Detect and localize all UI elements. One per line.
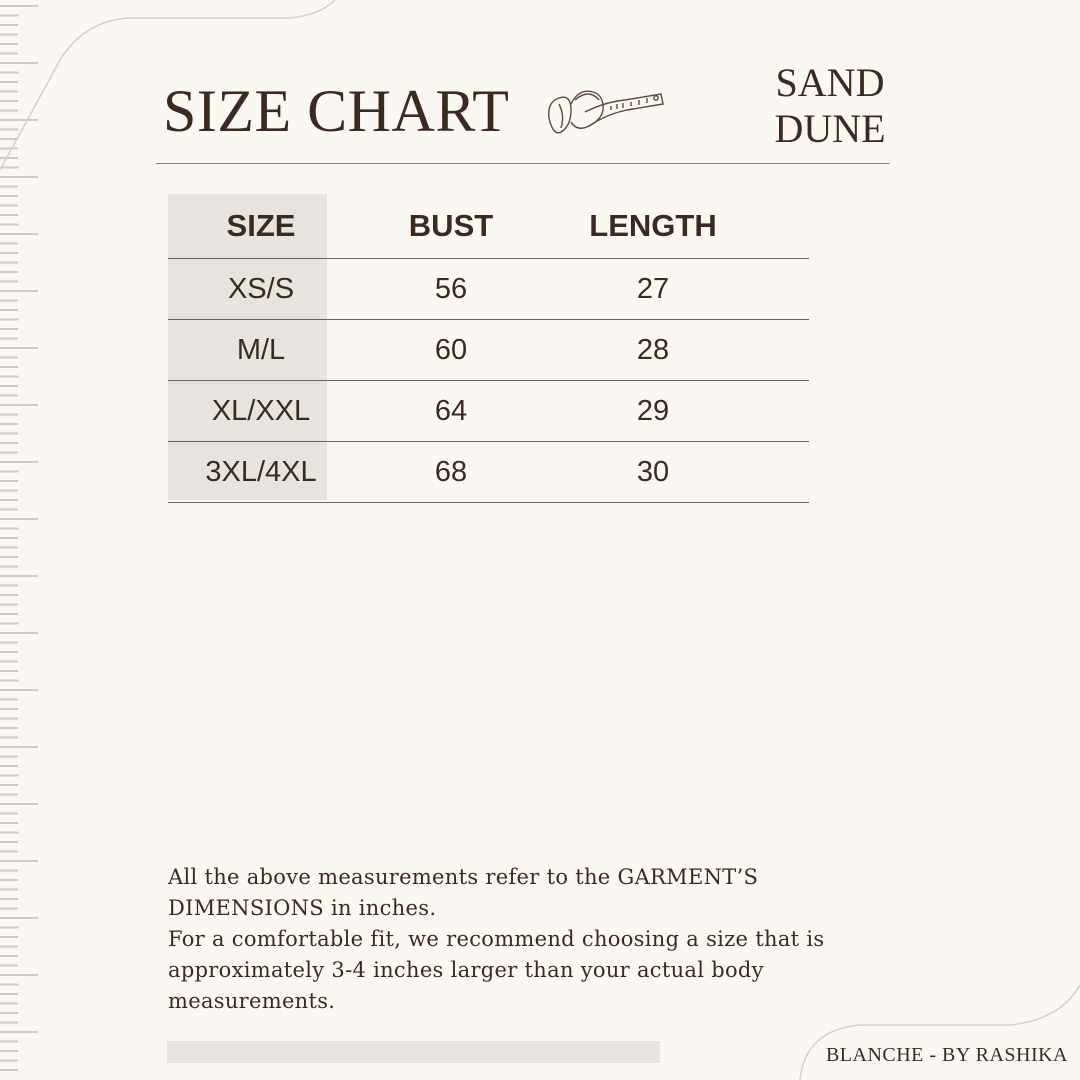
length-cell: 27 (636, 272, 670, 305)
table-row (168, 258, 809, 319)
table-row (168, 380, 809, 441)
size-table (168, 194, 809, 503)
column-header-bust: BUST (408, 208, 494, 243)
bust-cell: 60 (434, 333, 468, 366)
header-divider (156, 163, 890, 164)
measuring-tape-icon (545, 82, 670, 146)
ruler-ticks (0, 6, 38, 1070)
footer-credit: BLANCHE - BY RASHIKA (825, 1044, 1068, 1066)
page-title: SIZE CHART (163, 78, 510, 144)
table-header-row (168, 194, 809, 258)
brand-line-2: DUNE (774, 106, 886, 151)
length-cell: 29 (636, 394, 670, 427)
column-header-size: SIZE (226, 208, 296, 243)
length-cell: 30 (636, 455, 670, 488)
note-line-2: For a comfortable fit, we recommend choosing a size that is approximately 3-4 inches larger than your actual body measurements. (168, 927, 825, 1013)
size-cell: XS/S (227, 272, 295, 305)
table-row (168, 441, 809, 503)
length-cell: 28 (636, 333, 670, 366)
size-cell: 3XL/4XL (205, 455, 317, 488)
column-header-length: LENGTH (589, 208, 717, 243)
bust-cell: 68 (434, 455, 468, 488)
measurement-note (168, 862, 898, 1017)
brand-name (760, 60, 900, 152)
note-line-1: All the above measurements refer to the GARMENT’S DIMENSIONS in inches. (168, 865, 759, 920)
size-cell: XL/XXL (211, 394, 311, 427)
bust-cell: 56 (434, 272, 468, 305)
size-cell: M/L (236, 333, 286, 366)
brand-line-1: SAND (775, 60, 885, 105)
footer-bar (167, 1041, 660, 1063)
table-row (168, 319, 809, 380)
bust-cell: 64 (434, 394, 468, 427)
